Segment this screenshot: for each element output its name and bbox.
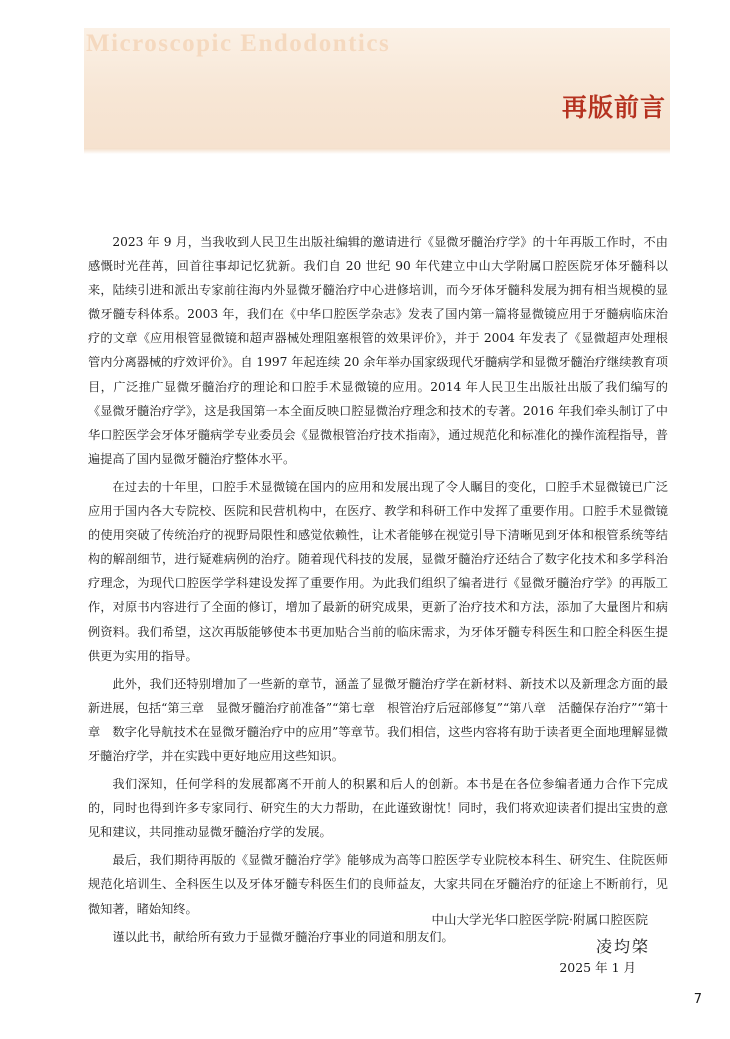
paragraph: 此外，我们还特别增加了一些新的章节，涵盖了显微牙髓治疗学在新材料、新技术以及新理念方面的最新进展，包括“第三章 显微牙髓治疗前准备”“第七章 根管治疗后冠部修复”“第八章 活髓保存治疗”“第十章 数字化导航技术在显微牙髓治疗中的应用”等章节。我们相信，这些内容将有助于读者更全面地理解显微牙髓治疗学，并在实践中更好地应用这些知识。 bbox=[88, 676, 668, 763]
page-number: 7 bbox=[693, 992, 702, 1007]
chapter-title: 再版前言 bbox=[561, 93, 666, 122]
signature-author: 凌均棨 bbox=[595, 937, 650, 956]
paragraph: 在过去的十年里，口腔手术显微镜在国内的应用和发展出现了令人瞩目的变化，口腔手术显微镜已广泛应用于国内各大专院校、医院和民营机构中，在医疗、教学和科研工作中发挥了重要作用。口腔手术显微镜的使用突破了传统治疗的视野局限性和感觉依赖性，让术者能够在视觉引导下清晰见到牙体和根管系统等结构的解剖细节，进行疑难病例的治疗。随着现代科技的发展，显微牙髓治疗还结合了数字化技术和多学科治疗理念，为现代口腔医学学科建设发挥了重要作用。为此我们组织了编者进行《显微牙髓治疗学》的再版工作，对原书内容进行了全面的修订，增加了最新的研究成果，更新了治疗技术和方法，添加了大量图片和病例资料。我们希望，这次再版能够使本书更加贴合当前的临床需求，为牙体牙髓专科医生和口腔全科医生提供更为实用的指导。 bbox=[88, 479, 668, 663]
running-title: Microscopic Endodontics bbox=[86, 30, 391, 57]
signature-date: 2025 年 1 月 bbox=[559, 960, 636, 975]
paragraph: 我们深知，任何学科的发展都离不开前人的积累和后人的创新。本书是在各位参编者通力合作下完成的，同时也得到许多专家同行、研究生的大力帮助，在此谨致谢忱！同时，我们将欢迎读者们提出宝贵的意见和建议，共同推动显微牙髓治疗学的发展。 bbox=[88, 777, 668, 840]
preface-body bbox=[88, 230, 668, 953]
paragraph: 谨以此书，献给所有致力于显微牙髓治疗事业的同道和朋友们。 bbox=[112, 929, 454, 944]
paragraph: 2023 年 9 月，当我收到人民卫生出版社编辑的邀请进行《显微牙髓治疗学》的十年再版工作时，不由感慨时光荏苒，回首往事却记忆犹新。我们自 20 世纪 90 年代建立中山大学附属口腔医院牙体牙髓科以来，陆续引进和派出专家前往海内外显微牙髓治疗中心进修培训，而今牙体牙髓科发展为拥有相当规模的显微牙髓专科体系。2003 年，我们在《中华口腔医学杂志》发表了国内第一篇将显微镜应用于牙髓病临床治疗的文章《应用根管显微镜和超声器械处理阻塞根管的效果评价》，并于 2004 年发表了《显微超声处理根管内分离器械的疗效评价》。自 1997 年起连续 20 余年举办国家级现代牙髓病学和显微牙髓治疗继续教育项目，广泛推广显微牙髓治疗的理论和口腔手术显微镜的应用。2014 年人民卫生出版社出版了我们编写的《显微牙髓治疗学》，这是我国第一本全面反映口腔显微治疗理念和技术的专著。2016 年我们牵头制订了中华口腔医学会牙体牙髓病学专业委员会《显微根管治疗技术指南》，通过规范化和标准化的操作流程指导，普遍提高了国内显微牙髓治疗整体水平。 bbox=[88, 235, 668, 466]
signature-organization: 中山大学光华口腔医学院·附属口腔医院 bbox=[431, 912, 648, 927]
paragraph: 最后，我们期待再版的《显微牙髓治疗学》能够成为高等口腔医学专业院校本科生、研究生、住院医师规范化培训生、全科医生以及牙体牙髓专科医生们的良师益友，大家共同在牙髓治疗的征途上不断前行，见微知著，睹始知终。 bbox=[88, 853, 668, 916]
